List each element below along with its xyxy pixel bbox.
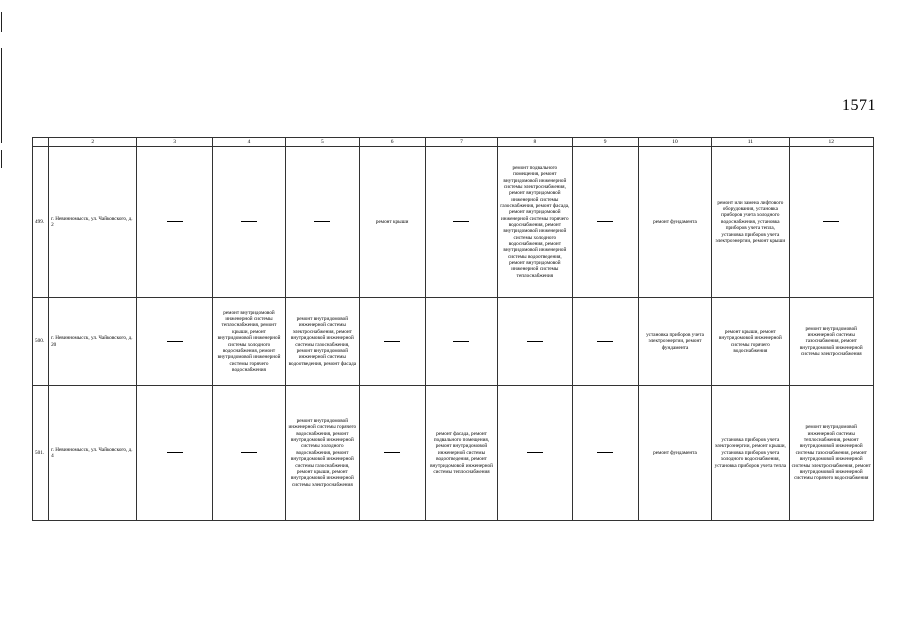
empty-cell-dash bbox=[498, 386, 572, 521]
empty-cell-dash bbox=[137, 386, 212, 521]
work-cell: установка приборов учета электроэнергии, ремонт крыши, установка приборов учета холодного водоснабжения, установка приборов учета тепла bbox=[712, 386, 789, 521]
empty-cell-dash bbox=[212, 147, 285, 298]
column-header bbox=[33, 138, 49, 147]
work-cell: ремонт фасада, ремонт подвального помещения, ремонт внутридомовой инженерной системы водоотведения, ремонт внутридомовой инженерной системы теплоснабжения bbox=[425, 386, 497, 521]
page-number: 1571 bbox=[842, 97, 876, 114]
address-cell: г. Невинномысск, ул. Чайковского, д. 20 bbox=[49, 298, 137, 386]
work-cell: ремонт внутридомовой инженерной системы газоснабжения, ремонт внутридомовой инженерной системы электроснабжения bbox=[789, 298, 873, 386]
column-header: 11 bbox=[712, 138, 789, 147]
column-header: 4 bbox=[212, 138, 285, 147]
empty-cell-dash bbox=[137, 147, 212, 298]
empty-cell-dash bbox=[498, 298, 572, 386]
work-cell bbox=[498, 147, 572, 298]
table-row bbox=[33, 298, 874, 386]
scan-edge-mark bbox=[1, 48, 2, 143]
empty-cell-dash bbox=[425, 298, 497, 386]
work-cell: ремонт крыши bbox=[359, 147, 425, 298]
column-header: 10 bbox=[638, 138, 711, 147]
work-cell-text: ремонт подвального помещения, ремонт внутридомовой инженерной системы электроснабжения, ремонт внутридомовой инженерной системы газоснабжения, ремонт фасада, ремонт внутридомовой инженерной системы горячего водоснабжения, ремонт внутридомовой инженерной системы холодного водоснабжения, ремонт внутридомовой инженерной системы водоотведения, ремонт внутридомовой инженерной системы теплоснабжения bbox=[500, 164, 570, 279]
empty-cell-dash bbox=[425, 147, 497, 298]
work-cell: установка приборов учета электроэнергии, ремонт фундамента bbox=[638, 298, 711, 386]
repair-schedule-table bbox=[32, 137, 874, 521]
column-header: 7 bbox=[425, 138, 497, 147]
empty-cell-dash bbox=[286, 147, 359, 298]
empty-cell-dash bbox=[572, 147, 638, 298]
row-number: 500. bbox=[33, 298, 49, 386]
empty-cell-dash bbox=[212, 386, 285, 521]
empty-cell-dash bbox=[359, 298, 425, 386]
row-number: 501. bbox=[33, 386, 49, 521]
scan-edge-mark bbox=[1, 12, 2, 32]
column-header: 9 bbox=[572, 138, 638, 147]
table-row bbox=[33, 147, 874, 298]
work-cell: ремонт внутридомовой инженерной системы теплоснабжения, ремонт внутридомовой инженерной системы газоснабжения, ремонт внутридомовой инженерной системы электроснабжения, ремонт внутридомовой инженерной системы горячего водоснабжения bbox=[789, 386, 873, 521]
work-cell: ремонт крыши, ремонт внутридомовой инженерной системы горячего водоснабжения bbox=[712, 298, 789, 386]
empty-cell-dash bbox=[137, 298, 212, 386]
row-number: 499. bbox=[33, 147, 49, 298]
address-cell: г. Невинномысск, ул. Чайковского, д. 4 bbox=[49, 386, 137, 521]
column-number-row bbox=[33, 138, 874, 147]
empty-cell-dash bbox=[572, 386, 638, 521]
table-row bbox=[33, 386, 874, 521]
column-header: 2 bbox=[49, 138, 137, 147]
empty-cell-dash bbox=[789, 147, 873, 298]
column-header: 6 bbox=[359, 138, 425, 147]
work-cell: ремонт внутридомовой инженерной системы горячего водоснабжения, ремонт внутридомовой инженерной системы холодного водоснабжения, ремонт внутридомовой инженерной системы газоснабжения, ремонт крыши, ремонт внутридомовой инженерной системы электроснабжения bbox=[286, 386, 359, 521]
empty-cell-dash bbox=[572, 298, 638, 386]
address-cell: г. Невинномысск, ул. Чайковского, д. 2 bbox=[49, 147, 137, 298]
column-header: 12 bbox=[789, 138, 873, 147]
work-cell: ремонт фундамента bbox=[638, 386, 711, 521]
work-cell: ремонт фундамента bbox=[638, 147, 711, 298]
column-header: 8 bbox=[498, 138, 572, 147]
column-header: 3 bbox=[137, 138, 212, 147]
column-header: 5 bbox=[286, 138, 359, 147]
work-cell: ремонт или замена лифтового оборудования, установка приборов учета холодного водоснабжения, установка приборов учета тепла, установка приборов учета электроэнергии, ремонт крыши bbox=[712, 147, 789, 298]
work-cell: ремонт внутридомовой инженерной системы теплоснабжения, ремонт крыши, ремонт внутридомовой инженерной системы холодного водоснабжения, ремонт внутридомовой инженерной системы горячего водоснабжения bbox=[212, 298, 285, 386]
scan-edge-mark bbox=[1, 150, 2, 168]
empty-cell-dash bbox=[359, 386, 425, 521]
work-cell: ремонт внутридомовой инженерной системы электроснабжения, ремонт внутридомовой инженерной системы газоснабжения, ремонт внутридомовой инженерной системы водоотведения, ремонт фасада bbox=[286, 298, 359, 386]
